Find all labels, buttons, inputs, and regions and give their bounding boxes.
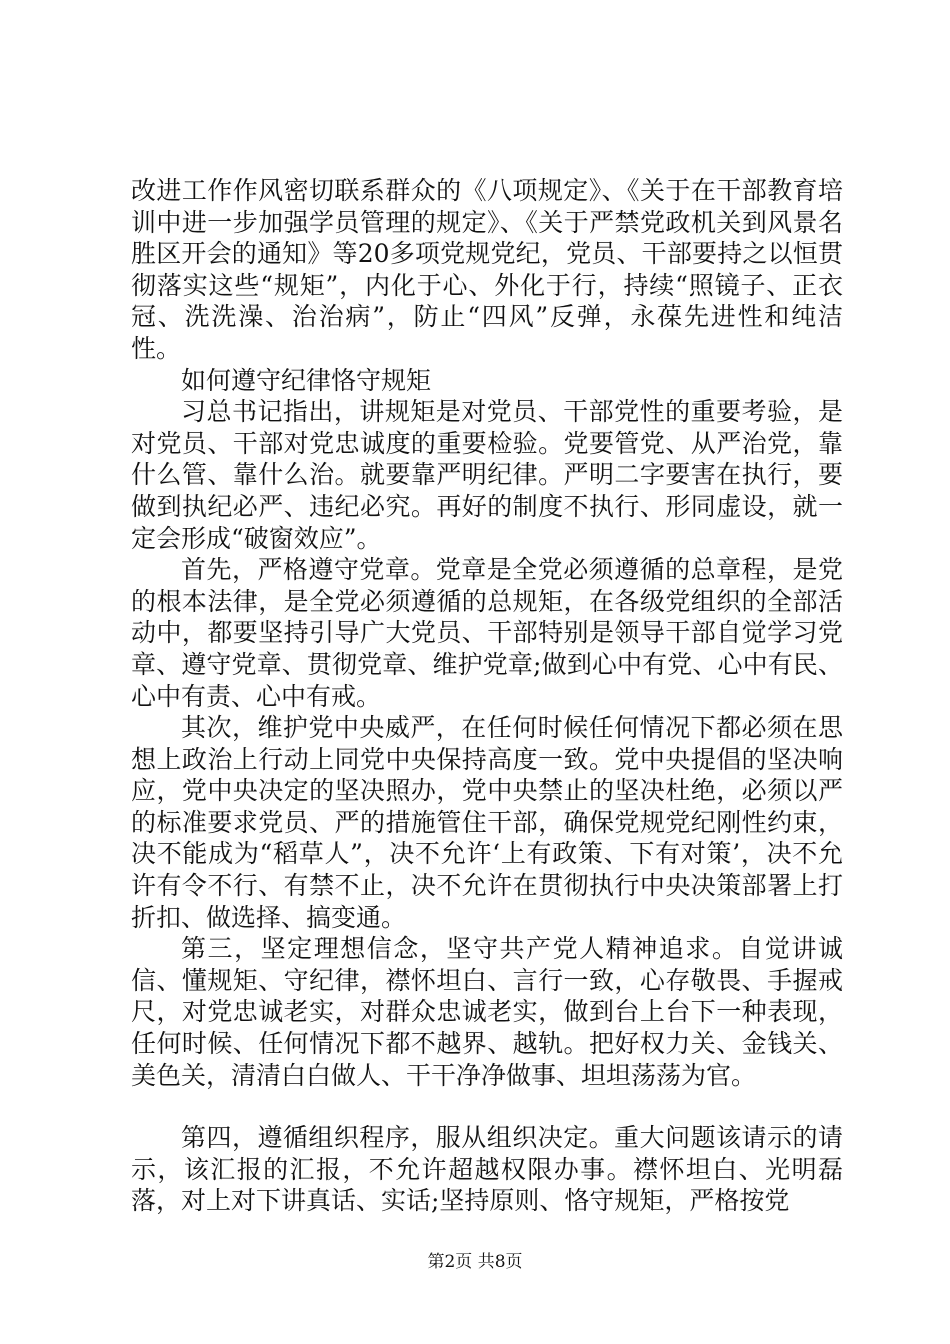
section-heading: 如何遵守纪律恪守规矩 bbox=[181, 365, 432, 395]
paragraph: 首先，严格遵守党章。党章是全党必须遵循的总章程，是党的根本法律，是全党必须遵循的总规矩，在各级党组织的全部活动中，都要坚持引导广大党员、干部特别是领导干部自觉学习党章、遵守党章、贯彻党章、维护党章;做到心中有党、心中有民、心中有责、心中有戒。 bbox=[131, 555, 843, 711]
paragraph: 第三，坚定理想信念，坚守共产党人精神追求。自觉讲诚信、懂规矩、守纪律，襟怀坦白、言行一致，心存敬畏、手握戒尺，对党忠诚老实，对群众忠诚老实，做到台上台下一种表现，任何时候、任何情况下都不越界、越轨。把好权力关、金钱关、美色关，清清白白做人、干干净净做事、坦坦荡荡为官。 bbox=[131, 934, 843, 1090]
paragraph: 习总书记指出，讲规矩是对党员、干部党性的重要考验，是对党员、干部对党忠诚度的重要检验。党要管党、从严治党，靠什么管、靠什么治。就要靠严明纪律。严明二字要害在执行，要做到执纪必严、违纪必究。再好的制度不执行、形同虚设，就一定会形成“破窗效应”。 bbox=[131, 397, 843, 553]
paragraph: 第四，遵循组织程序，服从组织决定。重大问题该请示的请示，该汇报的汇报，不允许超越权限办事。襟怀坦白、光明磊落，对上对下讲真话、实话;坚持原则、恪守规矩，严格按党 bbox=[131, 1123, 843, 1216]
page-number-footer: 第2页 共8页 bbox=[427, 1252, 523, 1272]
paragraph-continuation: 改进工作作风密切联系群众的《八项规定》、《关于在干部教育培训中进一步加强学员管理的规定》、《关于严禁党政机关到风景名胜区开会的通知》等20多项党规党纪，党员、干部要持之以恒贯彻落实这些“规矩”，内化于心、外化于行，持续“照镜子、正衣冠、洗洗澡、治治病”，防止“四风”反弹，永葆先进性和纯洁性。 bbox=[131, 176, 843, 363]
paragraph: 其次，维护党中央威严，在任何时候任何情况下都必须在思想上政治上行动上同党中央保持高度一致。党中央提倡的坚决响应，党中央决定的坚决照办，党中央禁止的坚决杜绝，必须以严的标准要求党员、严的措施管住干部，确保党规党纪刚性约束，决不能成为“稻草人”，决不允许‘上有政策、下有对策’，决不允许有令不行、有禁不止，决不允许在贯彻执行中央决策部署上打折扣、做选择、搞变通。 bbox=[131, 713, 843, 932]
document-body bbox=[131, 175, 843, 1217]
paragraph-gap bbox=[131, 1091, 843, 1122]
